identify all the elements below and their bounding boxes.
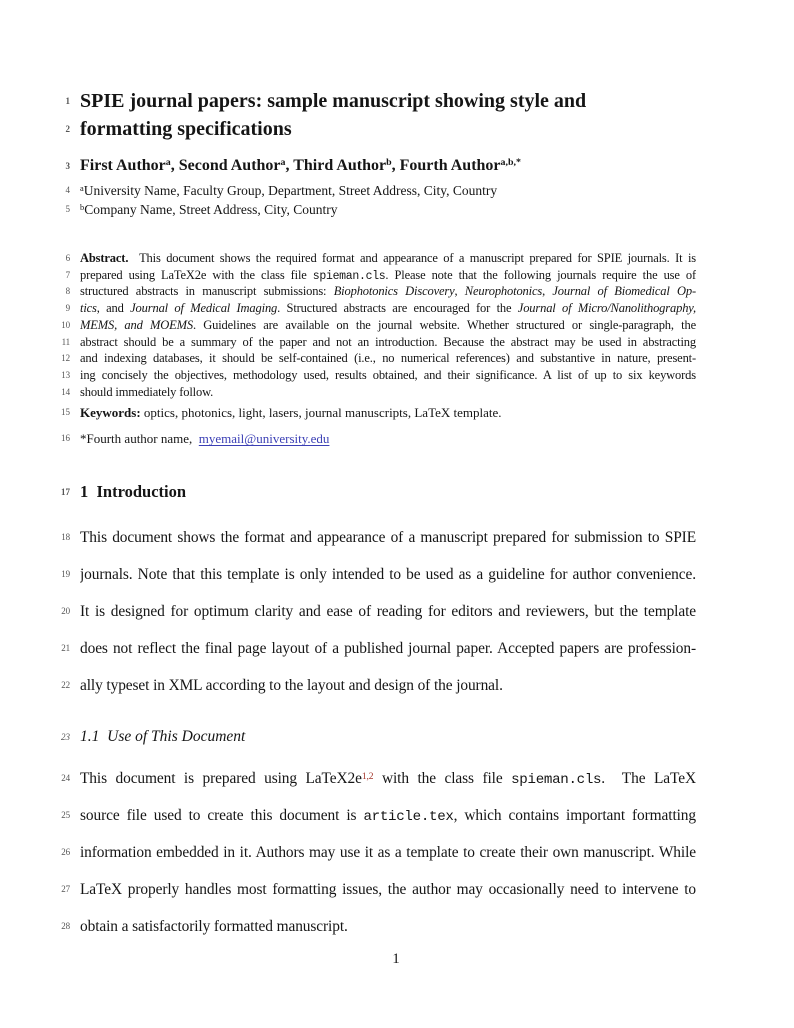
text-run: Journal of Micro/Nanolithography, xyxy=(517,301,696,316)
doc-line xyxy=(0,350,794,367)
line-number: 25 xyxy=(61,810,70,821)
line-number: 22 xyxy=(61,680,70,691)
doc-line xyxy=(0,430,794,447)
doc-line xyxy=(0,300,794,317)
line-content xyxy=(80,317,696,334)
line-content xyxy=(80,797,696,834)
text-run: a xyxy=(280,157,286,169)
line-content xyxy=(80,760,696,797)
doc-line xyxy=(0,760,794,797)
doc-line xyxy=(0,250,794,267)
doc-line xyxy=(0,726,794,748)
doc-line xyxy=(0,201,794,220)
doc-line xyxy=(0,630,794,667)
text-run: , Second Author xyxy=(170,157,281,174)
line-content xyxy=(80,334,696,351)
text-run: and indexing databases, it should be self-contained (i.e., no numerical references) and substantive in nature, present- xyxy=(80,351,696,366)
line-number: 11 xyxy=(61,336,70,347)
text-run: tics xyxy=(80,301,97,316)
line-number: 28 xyxy=(61,921,70,932)
doc-line xyxy=(0,593,794,630)
line-number: 6 xyxy=(65,253,70,263)
line-content xyxy=(80,384,696,401)
text-run: a xyxy=(80,183,84,193)
text-run: 1.1 Use of This Document xyxy=(80,728,246,746)
line-number: 16 xyxy=(61,433,70,444)
line-content xyxy=(80,630,696,667)
doc-line xyxy=(0,334,794,351)
text-run: *Fourth author name, xyxy=(80,431,199,447)
text-run: Biophotonics Discovery xyxy=(333,284,455,299)
line-number: 23 xyxy=(61,732,70,743)
text-run: This document shows the required format and appearance of a manuscript prepared for SPIE journals. It is xyxy=(128,251,696,265)
text-run: . Please note that the following journals require the use of xyxy=(385,267,696,282)
line-number: 19 xyxy=(61,569,70,580)
text-run: , Third Author xyxy=(285,157,387,174)
text-run: , Fourth Author xyxy=(391,157,501,174)
text-run: information embedded in it. Authors may use it as a template to create their own manuscript. While xyxy=(80,844,696,862)
text-run: . Guidelines are available on the journal website. Whether structured or single-paragraph, the xyxy=(192,317,696,332)
line-content xyxy=(80,519,696,556)
line-content xyxy=(80,556,696,593)
line-number: 1 xyxy=(65,96,70,106)
line-number: 3 xyxy=(65,161,70,171)
doc-line xyxy=(0,556,794,593)
text-run: It is designed for optimum clarity and ease of reading for editors and reviewers, but the template xyxy=(80,603,696,621)
line-number: 24 xyxy=(61,773,70,784)
line-content xyxy=(80,908,696,945)
text-run: SPIE journal papers: sample manuscript showing style and xyxy=(80,90,587,112)
text-run: with the class file xyxy=(373,770,512,788)
line-content xyxy=(80,481,696,503)
line-content xyxy=(80,871,696,908)
text-run: Company Name, Street Address, City, Country xyxy=(84,202,338,217)
text-run: , and xyxy=(96,301,131,316)
text-run: Abstract. xyxy=(80,251,129,265)
line-number: 8 xyxy=(65,286,70,297)
text-run: a xyxy=(165,157,171,169)
text-run: University Name, Faculty Group, Department, Street Address, City, Country xyxy=(83,183,498,198)
doc-line xyxy=(0,267,794,284)
line-number: 10 xyxy=(61,319,70,330)
text-run: MEMS, and MOEMS xyxy=(80,317,193,332)
line-number: 13 xyxy=(61,369,70,380)
line-content xyxy=(80,182,696,201)
line-number: 26 xyxy=(61,847,70,858)
doc-line xyxy=(0,797,794,834)
text-run: This document is prepared using LaTeX2e xyxy=(80,770,362,788)
line-content xyxy=(80,593,696,630)
text-run: spieman.cls xyxy=(312,269,386,283)
line-number: 17 xyxy=(61,487,70,498)
text-run: journals. Note that this template is only intended to be used as a guideline for author convenience. xyxy=(80,566,696,584)
line-content xyxy=(80,267,696,284)
line-content xyxy=(80,350,696,367)
line-content xyxy=(80,834,696,871)
line-content xyxy=(80,430,696,447)
line-number: 12 xyxy=(61,353,70,364)
page-number: 1 xyxy=(392,951,400,967)
text-run: , xyxy=(454,284,465,299)
text-run: Keywords: xyxy=(80,405,141,421)
line-number: 20 xyxy=(61,606,70,617)
text-run: spieman.cls xyxy=(511,772,602,789)
text-run: . The LaTeX xyxy=(601,770,696,788)
doc-line xyxy=(0,519,794,556)
text-run: a,b,* xyxy=(500,157,521,169)
text-run: LaTeX properly handles most formatting issues, the author may occasionally need to intervene to xyxy=(80,881,696,899)
text-run: should immediately follow. xyxy=(80,384,214,399)
line-content xyxy=(80,201,696,220)
line-number: 7 xyxy=(65,269,70,280)
text-run: prepared using LaTeX2e with the class file xyxy=(80,267,313,282)
doc-line xyxy=(0,384,794,401)
line-content xyxy=(80,87,696,115)
line-content xyxy=(80,667,696,704)
doc-line xyxy=(0,834,794,871)
text-run: structured abstracts in manuscript submissions: xyxy=(80,284,334,299)
text-run: Journal of Biomedical Op- xyxy=(552,284,696,299)
text-run: obtain a satisfactorily formatted manuscript. xyxy=(80,918,348,936)
text-run: optics, photonics, light, lasers, journal manuscripts, LaTeX template. xyxy=(140,405,502,421)
line-content xyxy=(80,250,696,267)
text-run: Journal of Medical Imaging xyxy=(130,301,278,316)
line-number: 27 xyxy=(61,884,70,895)
line-number: 2 xyxy=(65,124,70,134)
line-content xyxy=(80,726,696,748)
doc-line xyxy=(0,404,794,421)
text-run: does not reflect the final page layout of a published journal paper. Accepted papers are profession- xyxy=(80,640,696,658)
line-number: 9 xyxy=(65,303,70,314)
line-number: 5 xyxy=(65,204,70,214)
line-number: 21 xyxy=(61,643,70,654)
doc-line xyxy=(0,156,794,178)
doc-line xyxy=(0,87,794,115)
text-run: , xyxy=(542,284,553,299)
text-run: 1 Introduction xyxy=(80,482,187,502)
doc-line xyxy=(0,481,794,503)
line-content xyxy=(80,404,696,421)
text-run: b xyxy=(386,157,392,169)
doc-line xyxy=(0,367,794,384)
text-run: source file used to create this document is xyxy=(80,807,364,825)
text-run: . Structured abstracts are encouraged for the xyxy=(277,301,518,316)
email-link[interactable]: myemail@university.edu xyxy=(198,431,330,447)
line-number: 18 xyxy=(61,532,70,543)
text-run: b xyxy=(80,202,85,212)
text-run: This document shows the format and appearance of a manuscript prepared for submission to SPIE xyxy=(80,529,696,547)
line-content xyxy=(80,300,696,317)
text-run: ing concisely the objectives, methodology used, results obtained, and their significance. A list of up to six keywords xyxy=(80,367,696,382)
doc-line xyxy=(0,283,794,300)
text-run: ally typeset in XML according to the layout and design of the journal. xyxy=(80,677,503,695)
doc-line xyxy=(0,908,794,945)
doc-line xyxy=(0,182,794,201)
text-run: article.tex xyxy=(363,809,454,826)
line-content xyxy=(80,367,696,384)
line-number: 15 xyxy=(61,407,70,418)
doc-line xyxy=(0,317,794,334)
line-number: 14 xyxy=(61,386,70,397)
text-run: , which contains important formatting xyxy=(453,807,696,825)
text-run: formatting specifications xyxy=(80,118,292,140)
text-run: Neurophotonics xyxy=(464,284,543,299)
text-run: First Author xyxy=(80,157,166,174)
doc-line xyxy=(0,667,794,704)
line-content xyxy=(80,156,696,178)
line-number: 4 xyxy=(65,185,70,195)
line-content xyxy=(80,115,696,143)
text-run: abstract should be a summary of the paper and not an introduction. Because the abstract may be used in abstracting xyxy=(80,334,696,349)
line-content xyxy=(80,283,696,300)
doc-line xyxy=(0,871,794,908)
text-run: 1,2 xyxy=(361,770,374,782)
doc-line xyxy=(0,115,794,143)
